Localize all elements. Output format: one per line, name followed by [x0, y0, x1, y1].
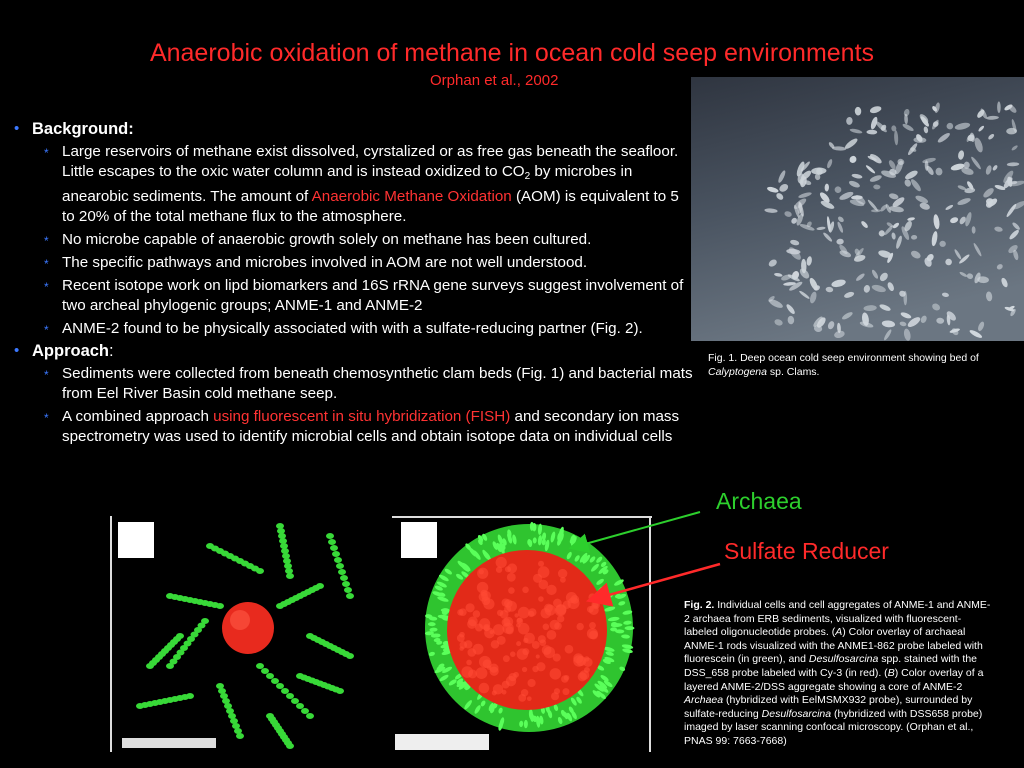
star-bullet-icon: * — [44, 280, 49, 294]
star-bullet-icon: * — [44, 234, 49, 248]
star-bullet-icon: * — [44, 323, 49, 337]
background-item-5: * ANME-2 found to be physically associated with with a sulfate-reducing partner (Fig. 2). — [14, 319, 694, 339]
fig2-caption: Fig. 2. Individual cells and cell aggregates of ANME-1 and ANME-2 archaea from ERB sediments, visualized with fluorescent-labeled oligonucleotide probes. (A) Color overlay of archaeal ANME-1 rods visualized with the ANME1-862 probe labeled with fluorescein (in green), and Desulfosarcina spp. stained with the DSS_658 probe labeled with Cy-3 (in red). (B) Color overlay of a layered ANME-2/DSS aggregate showing a core of ANME-2 Archaea (hybridized with EelMSMX932 probe), surrounded by sulfate-reducing Desulfosarcina (hybridized with DSS658 probe) imaged by laser scanning confocal microscopy. (Orphan et al., PNAS 99: 7663-7668) — [684, 599, 991, 747]
background-item-1: * Large reservoirs of methane exist dissolved, cyrstalized or as free gas beneath the seafloor. Little escapes to the oxic water column and is instead oxidized to $CO_2$ by microbes in anearobic sediments. The amount of Anaerobic Methane Oxidation (AOM) is equivalent to 5 to 20% of the total methane flux to the atmosphere. — [44, 143, 679, 225]
sulfate-cluster-a — [222, 602, 274, 654]
fish-image-a — [110, 516, 380, 752]
scale-bar-b — [395, 734, 489, 750]
star-bullet-icon: * — [44, 257, 49, 271]
panel-label-box-b — [401, 522, 437, 558]
background-heading-item — [14, 119, 694, 139]
background-item-4: * Recent isotope work on lipd biomarkers and 16S rRNA gene surveys suggest involvement of two archeal phylogenic groups; ANME-1 and ANME-2 — [44, 277, 684, 314]
sulfate-reducer-label: Sulfate Reducer — [724, 538, 889, 564]
clam-bed-photo — [691, 77, 1024, 341]
slide-subtitle: Orphan et al., 2002 — [430, 72, 559, 89]
star-bullet-icon: * — [44, 146, 49, 160]
panel-label-box-a — [118, 522, 154, 558]
background-heading: Background: — [32, 120, 134, 138]
bullet-dot-icon: • — [14, 120, 20, 137]
bullet-dot-icon: • — [14, 342, 20, 359]
scale-bar-a — [122, 738, 216, 748]
aom-highlight: Anaerobic Methane Oxidation — [311, 188, 512, 205]
approach-heading-item: • Approach: — [14, 342, 114, 360]
bullet-list — [14, 117, 694, 447]
approach-item-1: * Sediments were collected from beneath chemosynthetic clam beds (Fig. 1) and bacterial mats from Eel River Basin cold methane seep. — [44, 365, 693, 402]
archaea-arrow — [578, 512, 700, 546]
pointer-arrows — [560, 500, 740, 610]
approach-heading: Approach — [32, 342, 110, 360]
archaea-label: Archaea — [716, 488, 802, 514]
background-item-3: * The specific pathways and microbes involved in AOM are not well understood. — [14, 253, 694, 273]
fig1-caption: Fig. 1. Deep ocean cold seep environment showing bed of Calyptogena sp. Clams. — [708, 352, 979, 378]
slide-title: Anaerobic oxidation of methane in ocean cold seep environments — [149, 39, 875, 67]
sulfate-arrow — [598, 564, 720, 598]
fish-highlight: using fluorescent in situ hybridization (FISH) — [213, 408, 511, 425]
star-bullet-icon: * — [44, 368, 49, 382]
background-item-2: * No microbe capable of anaerobic growth solely on methane has been cultured. — [14, 230, 694, 250]
star-bullet-icon: * — [44, 411, 49, 425]
approach-item-2: * A combined approach using fluorescent in situ hybridization (FISH) and secondary ion mass spectrometry was used to identify microbial cells and obtain isotope data on individual cells — [44, 408, 680, 445]
